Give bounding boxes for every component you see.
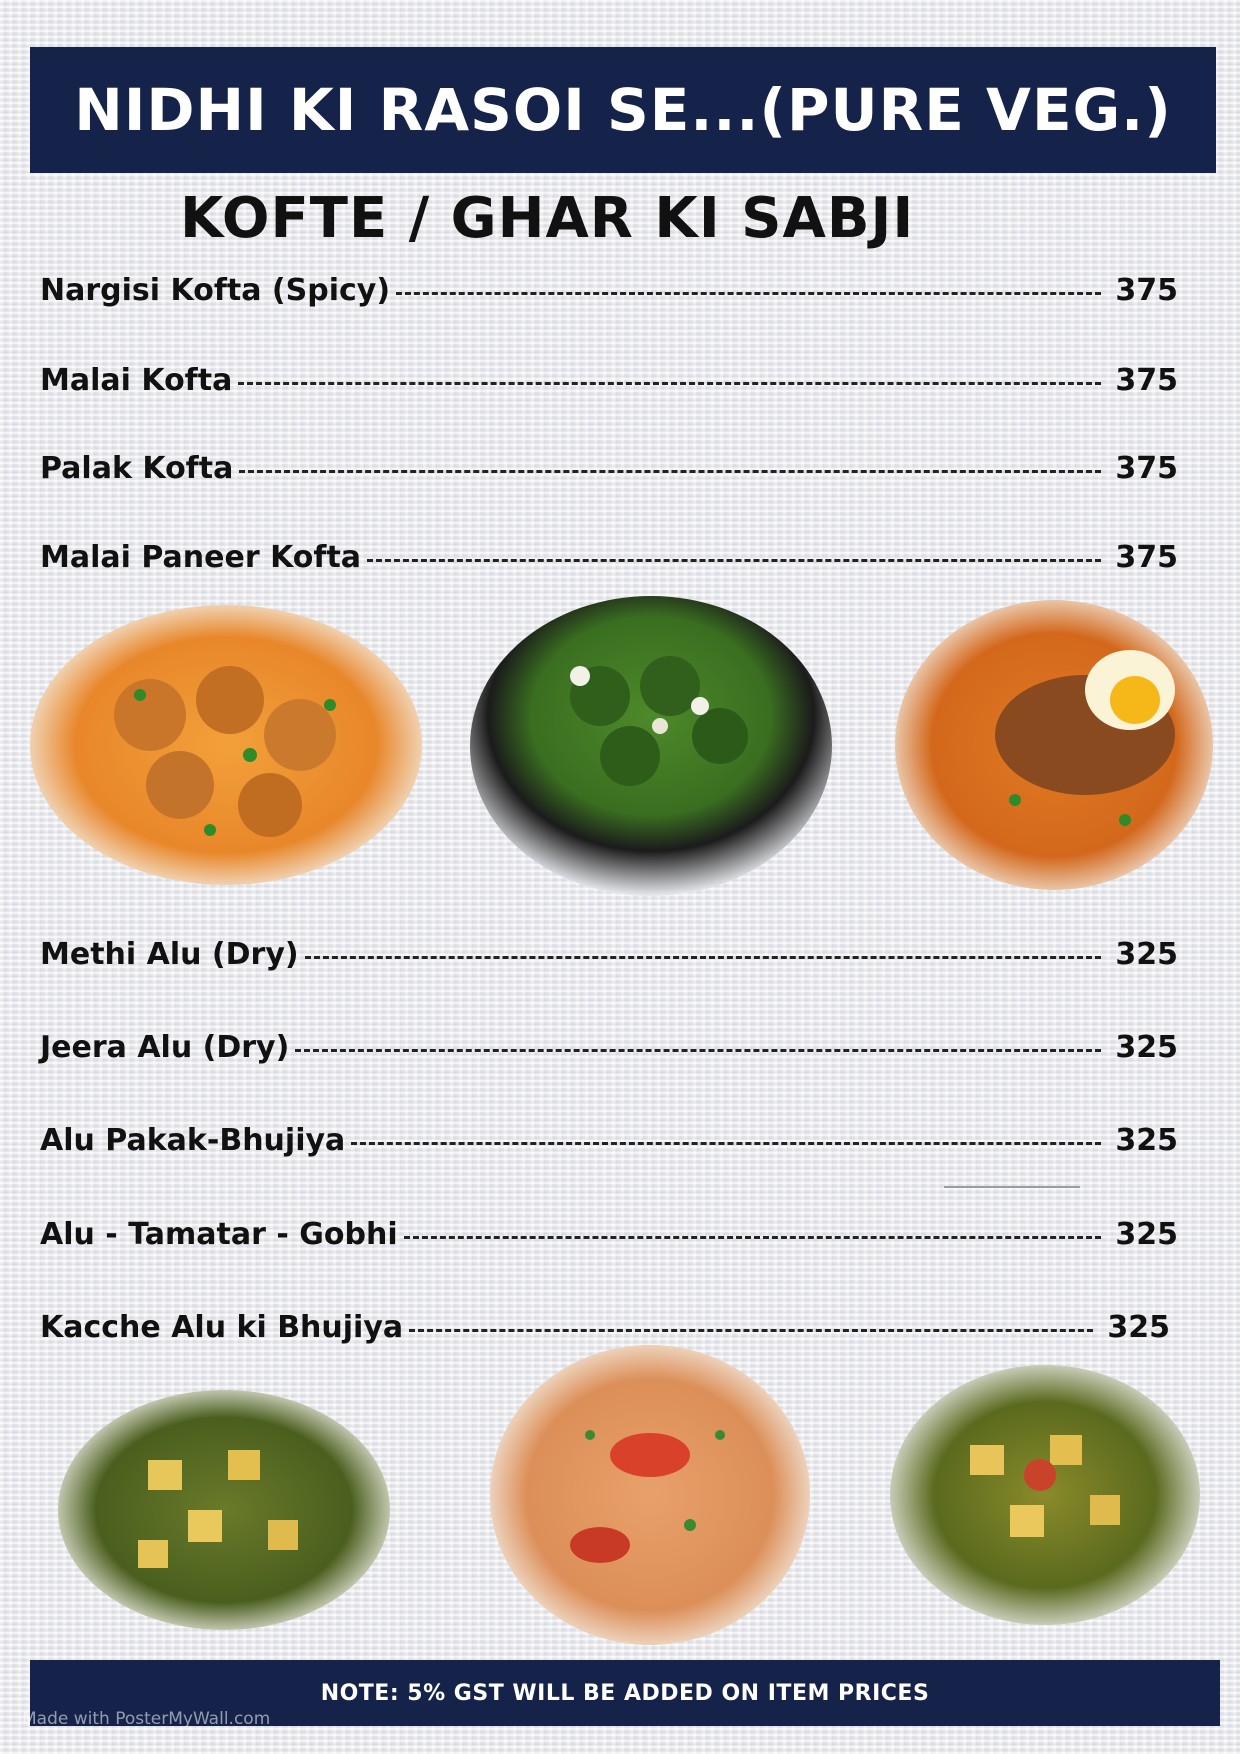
dotted-leader: [295, 1049, 1101, 1052]
menu-item: [40, 932, 1178, 976]
menu-item: [40, 1118, 1178, 1162]
item-name: Palak Kofta: [40, 450, 234, 486]
dotted-leader: [404, 1236, 1102, 1239]
menu-item: [40, 1305, 1170, 1349]
header-banner: [30, 47, 1216, 173]
alu-tamatar-photo: [490, 1345, 810, 1645]
item-price: 375: [1115, 450, 1178, 486]
divider-line: [944, 1186, 1080, 1188]
item-name: Malai Paneer Kofta: [40, 539, 362, 575]
menu-item: [40, 1025, 1178, 1069]
item-name: Malai Kofta: [40, 362, 233, 398]
dotted-leader: [239, 470, 1101, 473]
item-price: 325: [1107, 1309, 1170, 1345]
dotted-leader: [351, 1142, 1101, 1145]
item-price: 375: [1115, 272, 1178, 308]
item-name: Kacche Alu ki Bhujiya: [40, 1309, 404, 1345]
methi-alu-photo: [58, 1390, 390, 1630]
alu-bhujiya-photo: [890, 1365, 1200, 1625]
section-title: KOFTE / GHAR KI SABJI: [180, 186, 915, 251]
menu-item: [40, 268, 1178, 312]
menu-item: [40, 358, 1178, 402]
menu-item: [40, 535, 1178, 579]
item-price: 325: [1115, 1216, 1178, 1252]
menu-item: [40, 446, 1178, 490]
item-price: 325: [1115, 1029, 1178, 1065]
item-name: Alu Pakak-Bhujiya: [40, 1122, 346, 1158]
item-price: 375: [1115, 539, 1178, 575]
item-price: 325: [1115, 1122, 1178, 1158]
item-price: 325: [1115, 936, 1178, 972]
item-name: Alu - Tamatar - Gobhi: [40, 1216, 398, 1252]
palak-kofta-photo: [470, 596, 832, 896]
item-price: 375: [1115, 362, 1178, 398]
item-name: Methi Alu (Dry): [40, 936, 299, 972]
item-name: Nargisi Kofta (Spicy): [40, 272, 391, 308]
watermark: Made with PosterMyWall.com: [22, 1709, 271, 1729]
menu-item: [40, 1212, 1178, 1256]
dotted-leader: [238, 382, 1101, 385]
restaurant-title: NIDHI KI RASOI SE...(PURE VEG.): [74, 76, 1172, 144]
dotted-leader: [409, 1329, 1093, 1332]
item-name: Jeera Alu (Dry): [40, 1029, 290, 1065]
dotted-leader: [367, 559, 1101, 562]
malai-kofta-photo: [30, 605, 422, 885]
dotted-leader: [396, 292, 1101, 295]
gst-note: NOTE: 5% GST WILL BE ADDED ON ITEM PRICES: [320, 1680, 930, 1706]
nargisi-kofta-photo: [895, 600, 1213, 890]
dotted-leader: [305, 956, 1102, 959]
